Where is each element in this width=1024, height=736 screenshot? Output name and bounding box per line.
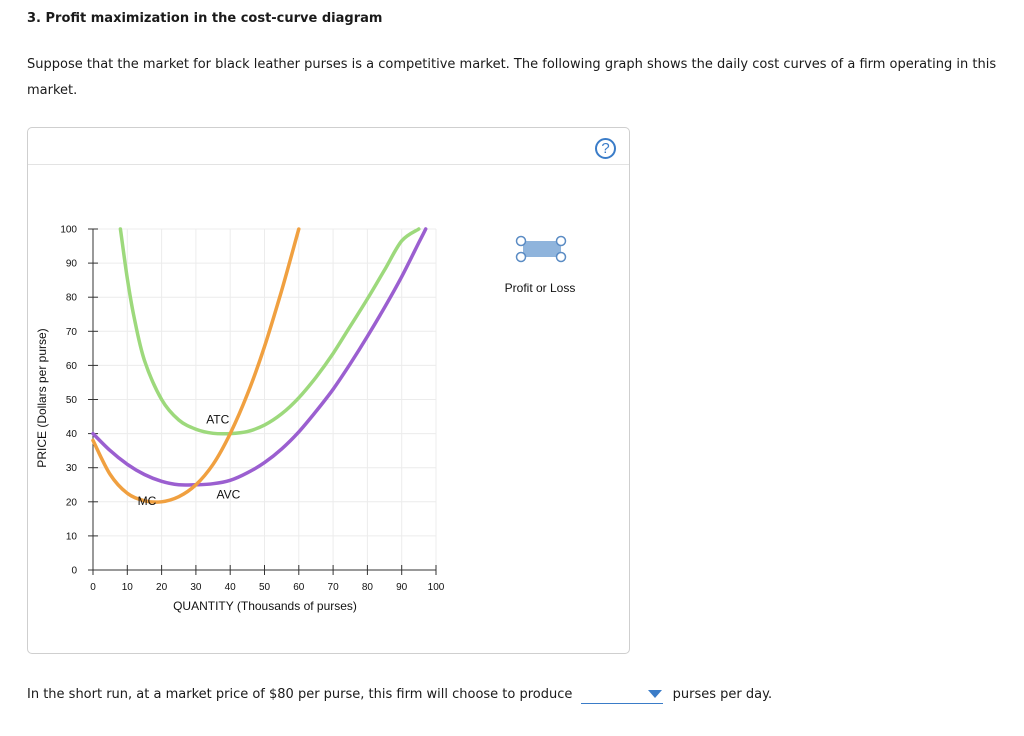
axes xyxy=(60,225,444,594)
y-tick-label: 90 xyxy=(65,258,77,270)
y-tick-label: 30 xyxy=(65,463,77,475)
question-text: Suppose that the market for black leather purses is a competitive market. The following graph shows the daily cost curves of a firm operating in this market. xyxy=(27,57,997,98)
x-tick-label: 10 xyxy=(121,582,133,593)
y-axis-title: PRICE (Dollars per purse) xyxy=(35,328,49,468)
x-tick-label: 100 xyxy=(427,582,445,593)
profit-or-loss-tool[interactable] xyxy=(517,237,566,262)
graph-panel xyxy=(27,127,630,654)
x-tick-label: 50 xyxy=(258,582,271,593)
y-tick-label: 100 xyxy=(60,224,77,236)
profit-or-loss-tool-box[interactable] xyxy=(523,241,561,257)
answer-row xyxy=(27,685,772,704)
question-title: 3. Profit maximization in the cost-curve diagram xyxy=(27,11,383,26)
y-tick-label: 40 xyxy=(65,429,77,441)
quantity-dropdown[interactable] xyxy=(581,685,663,704)
x-tick-label: 0 xyxy=(90,582,96,593)
tool-handle-top-right[interactable] xyxy=(557,237,566,246)
y-tick-label: 10 xyxy=(65,531,77,543)
x-tick-label: 80 xyxy=(361,582,373,593)
y-tick-label: 70 xyxy=(65,326,77,338)
y-tick-label: 60 xyxy=(65,360,77,372)
profit-or-loss-label: Profit or Loss xyxy=(504,281,576,295)
y-tick-label: 20 xyxy=(65,497,77,509)
cost-curve-chart xyxy=(28,128,631,655)
avc-label: AVC xyxy=(216,487,241,502)
tool-handle-top-left[interactable] xyxy=(517,237,526,246)
grid xyxy=(93,229,436,570)
x-tick-label: 90 xyxy=(396,582,408,593)
x-tick-label: 70 xyxy=(327,582,339,593)
x-tick-label: 60 xyxy=(293,582,305,593)
answer-suffix: purses per day. xyxy=(672,687,773,702)
y-tick-label: 50 xyxy=(65,395,77,406)
tool-handle-bottom-right[interactable] xyxy=(557,253,566,262)
y-tick-label: 80 xyxy=(65,292,77,304)
x-tick-label: 30 xyxy=(190,582,202,593)
x-axis-title: QUANTITY (Thousands of purses) xyxy=(173,599,357,613)
help-icon[interactable]: ? xyxy=(595,138,616,159)
y-tick-label: 0 xyxy=(71,565,77,577)
mc-label: MC xyxy=(137,494,157,509)
x-tick-label: 20 xyxy=(156,582,168,593)
chevron-down-icon xyxy=(648,690,662,698)
x-tick-label: 40 xyxy=(224,582,236,593)
answer-prefix: In the short run, at a market price of $80 per purse, this firm will choose to produce xyxy=(27,687,573,702)
atc-label: ATC xyxy=(206,412,230,427)
tool-handle-bottom-left[interactable] xyxy=(517,253,526,262)
